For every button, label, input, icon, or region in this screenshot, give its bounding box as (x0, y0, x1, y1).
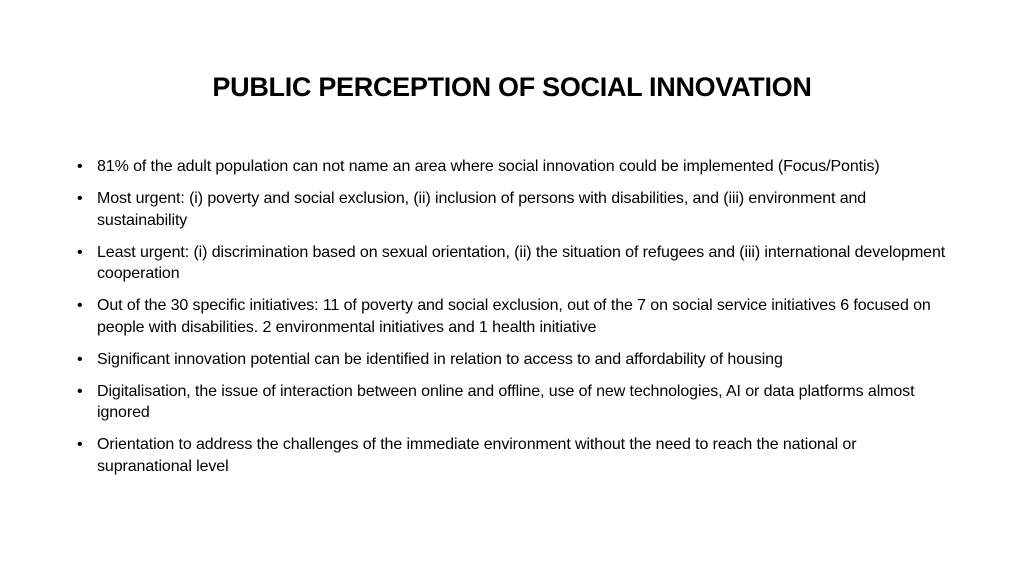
bullet-list (77, 156, 947, 488)
bullet-icon: • (77, 243, 83, 261)
bullet-icon: • (77, 297, 83, 314)
bullet-text: Least urgent: (i) discrimination based on sexual orientation, (ii) the situation of refugees and (iii) international development cooperation (97, 243, 946, 282)
bullet-icon: • (77, 190, 83, 207)
bullet-text: Most urgent: (i) poverty and social exclusion, (ii) inclusion of persons with disabilities, and (iii) environment and sustainability (97, 190, 867, 229)
bullet-item (77, 434, 947, 477)
bullet-item (77, 188, 947, 231)
bullet-text: Significant innovation potential can be identified in relation to access to and affordability of housing (97, 350, 783, 368)
bullet-icon: • (77, 436, 83, 453)
slide-title: PUBLIC PERCEPTION OF SOCIAL INNOVATION (212, 72, 812, 102)
bullet-text: Orientation to address the challenges of the immediate environment without the need to reach the national or supranational level (97, 436, 857, 475)
bullet-text: Digitalisation, the issue of interaction between online and offline, use of new technologies, AI or data platforms almost ignored (97, 382, 915, 421)
bullet-text: 81% of the adult population can not name an area where social innovation could be implemented (Focus/Pontis) (97, 158, 880, 175)
bullet-text: Out of the 30 specific initiatives: 11 of poverty and social exclusion, out of the 7 on social service initiatives 6 focused on people with disabilities. 2 environmental initiatives and 1 health initiative (97, 297, 931, 336)
bullet-icon: • (77, 350, 83, 368)
bullet-item (77, 156, 947, 178)
bullet-icon: • (77, 382, 83, 400)
bullet-icon: • (77, 158, 83, 175)
bullet-item (77, 295, 947, 338)
bullet-item (77, 381, 947, 424)
bullet-item (77, 242, 947, 285)
bullet-item (77, 349, 947, 371)
